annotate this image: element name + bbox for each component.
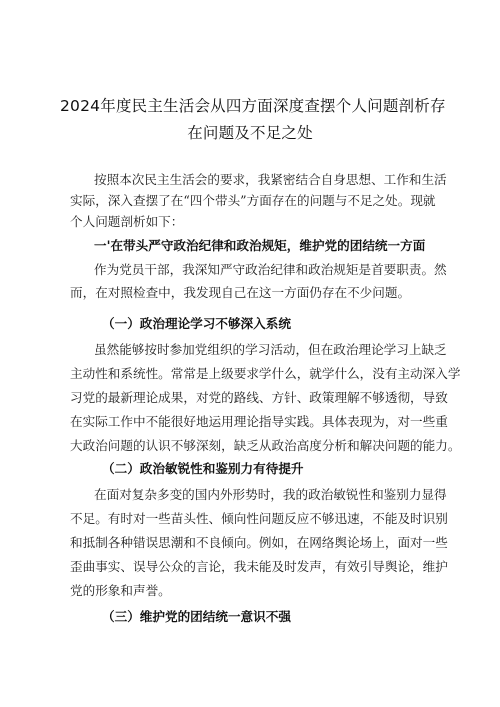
paragraph-line: 实际，深入查摆了在“四个带头”方面存在的问题与不足之处。现就	[70, 193, 436, 208]
paragraph-line: 不足。有时对一些苗头性、倾向性问题反应不够迅速，不能及时识别	[70, 511, 448, 526]
subsection-heading: （三）维护党的团结统一意识不强	[102, 609, 291, 624]
paragraph-line: 大政治问题的认识不够深刻，缺乏从政治高度分析和解决问题的能力。	[70, 438, 461, 453]
paragraph-line: 按照本次民主生活会的要求，我紧密结合自身思想、工作和生活	[94, 172, 447, 187]
paragraph-line: 习党的最新理论成果，对党的路线、方针、政策理解不够透彻，导致	[70, 390, 448, 405]
paragraph-line: 党的形象和声誉。	[70, 583, 171, 598]
paragraph-line: 歪曲事实、误导公众的言论，我未能及时发声，有效引导舆论，维护	[70, 559, 448, 574]
paragraph-line: 在实际工作中不能很好地运用理论指导实践。具体表现为，对一些重	[70, 414, 448, 429]
paragraph-line: 在面对复杂多变的国内外形势时，我的政治敏锐性和鉴别力显得	[94, 487, 447, 502]
section-heading: 一'在带头严守政治纪律和政治规矩，维护党的团结统一方面	[94, 238, 426, 253]
paragraph-line: 和抵制各种错误思潮和不良倾向。例如，在网络舆论场上，面对一些	[70, 535, 448, 550]
subsection-heading: （二）政治敏锐性和鉴别力有待提升	[102, 461, 304, 476]
subsection-heading: （一）政治理论学习不够深入系统	[102, 316, 291, 331]
document-title-line-2: 在问题及不足之处	[187, 124, 313, 142]
paragraph-line: 主动性和系统性。常常是上级要求学什么，就学什么，没有主动深入学	[70, 366, 461, 381]
document-title-line-1: 2024年度民主生活会从四方面深度查摆个人问题剖析存	[60, 97, 446, 115]
paragraph-line: 作为党员干部，我深知严守政治纪律和政治规矩是首要职责。然	[94, 262, 447, 277]
paragraph-line: 虽然能够按时参加党组织的学习活动，但在政治理论学习上缺乏	[94, 342, 447, 357]
paragraph-line: 个人问题剖析如下：	[70, 214, 184, 229]
paragraph-line: 而，在对照检查中，我发现自己在这一方面仍存在不少问题。	[70, 285, 411, 300]
